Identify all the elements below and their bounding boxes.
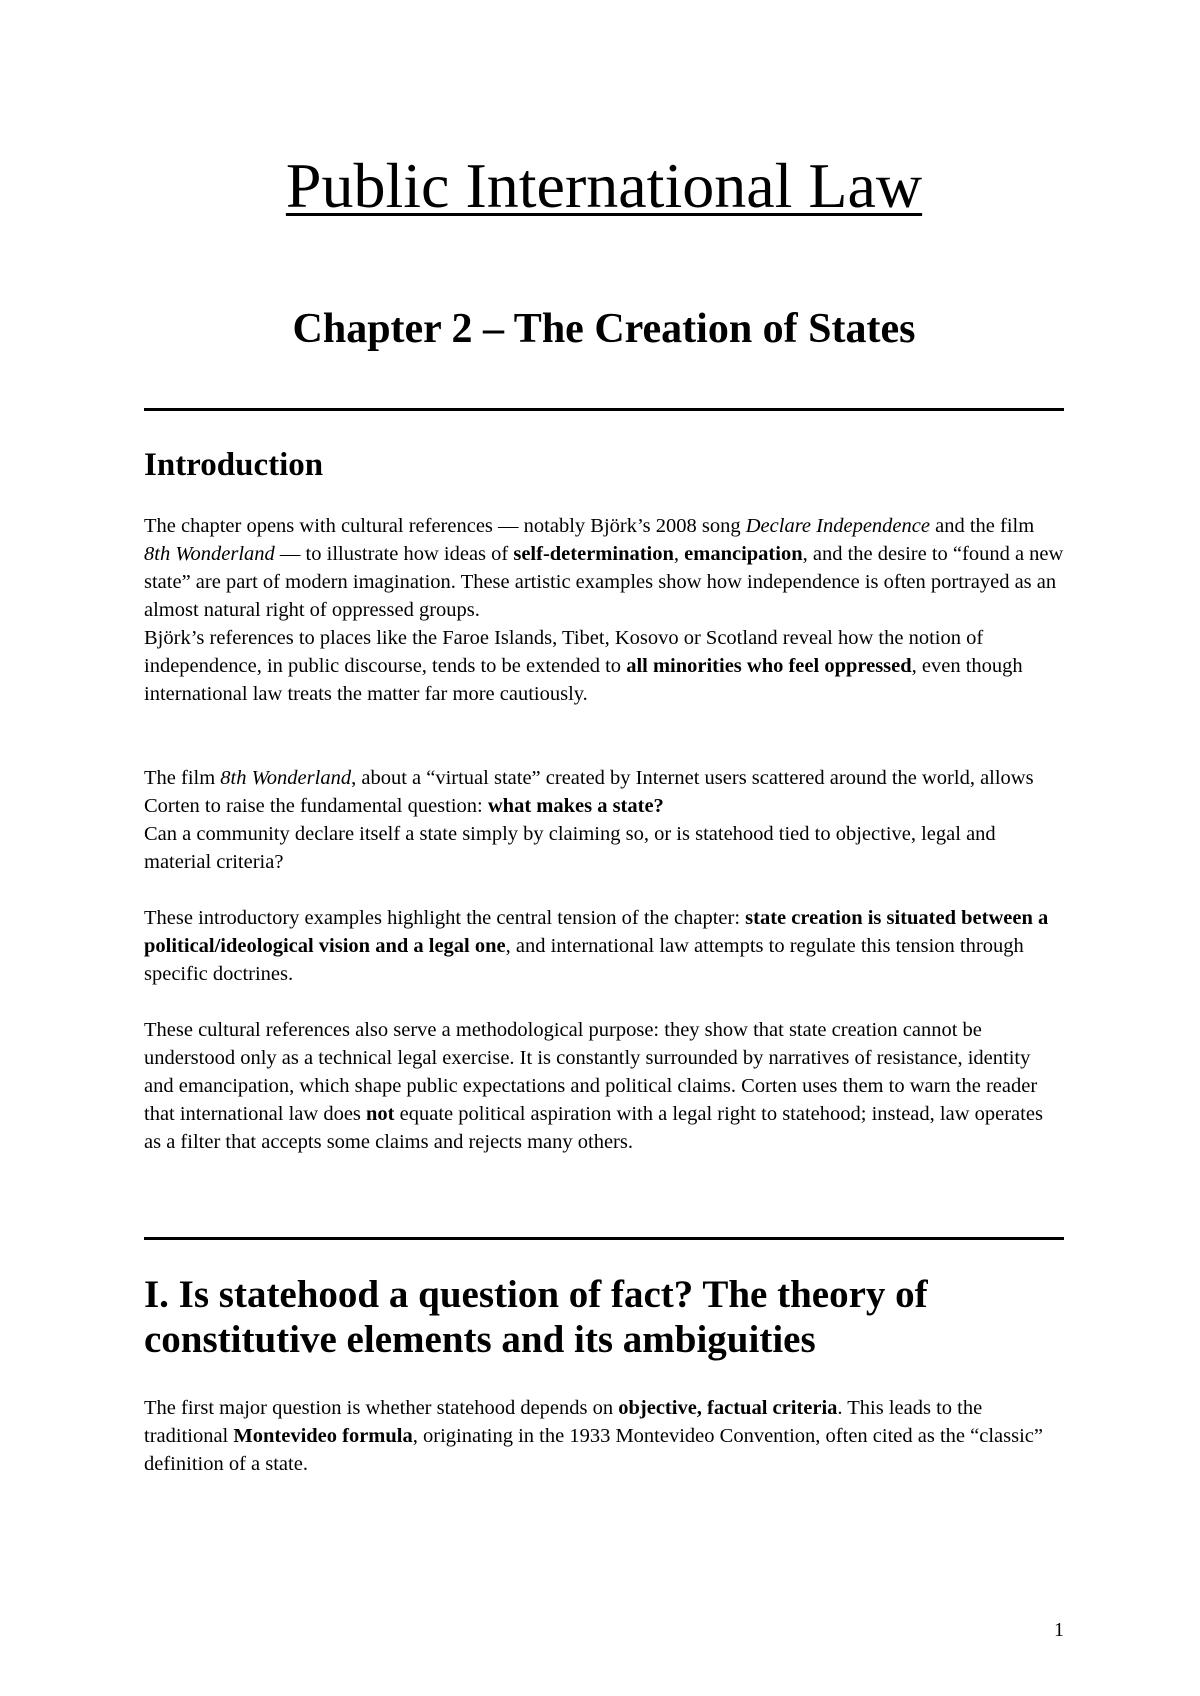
chapter-title: Chapter 2 – The Creation of States: [292, 306, 916, 352]
document-title: Public International Law: [285, 150, 923, 221]
film-title: 8th Wonderland: [144, 543, 275, 565]
emphasis-text: emancipation: [684, 543, 803, 565]
text-run: , originating in the 1933 Montevideo Convention, often cited as the “classic” definition of a state.: [144, 1425, 1043, 1475]
introduction-paragraph-4: [144, 1016, 1064, 1156]
introduction-paragraph-3: [144, 904, 1064, 988]
text-run: and the film: [929, 515, 1035, 537]
page-number: 1: [1054, 1619, 1064, 1641]
text-run: , and the desire to “found a new state” are part of modern imagination. These artistic examples show how independence is often portrayed as an almost natural right of oppressed groups.: [144, 543, 1064, 621]
section-divider: [144, 408, 1064, 411]
text-run: The chapter opens with cultural references — notably Björk’s 2008 song: [144, 515, 746, 537]
introduction-heading: Introduction: [144, 447, 324, 483]
text-run: The film: [144, 767, 221, 789]
emphasis-text: all minorities who feel oppressed: [626, 655, 912, 677]
text-run: ,: [673, 543, 685, 565]
text-run: , about a “virtual state” created by Internet users scattered around the world, allows Corten to raise the fundamental question:: [144, 767, 1034, 817]
emphasis-text: self-determination: [513, 543, 674, 565]
text-run: equate political aspiration with a legal right to statehood; instead, law operates as a filter that accepts some claims and rejects many others.: [144, 1103, 1043, 1153]
text-run: These cultural references also serve a methodological purpose: they show that state creation cannot be understood only as a technical legal exercise. It is constantly surrounded by narratives of resistance, identity and emancipation, which shape public expectations and political claims. Corten uses them to warn the reader that international law does: [144, 1019, 1038, 1125]
introduction-paragraph-1: [144, 512, 1064, 708]
emphasis-text: not: [366, 1103, 395, 1125]
text-run: The first major question is whether statehood depends on: [144, 1397, 619, 1419]
emphasis-text: Montevideo formula: [233, 1425, 413, 1447]
text-run: Björk’s references to places like the Faroe Islands, Tibet, Kosovo or Scotland reveal how the notion of independence, in public discourse, tends to be extended to: [144, 627, 984, 677]
emphasis-text: objective, factual criteria: [618, 1397, 838, 1419]
text-run: , and international law attempts to regulate this tension through specific doctrines.: [144, 935, 1024, 985]
text-run: , even though international law treats the matter far more cautiously.: [144, 655, 1023, 705]
emphasis-text: what makes a state?: [487, 795, 664, 817]
emphasis-text: state creation is situated between a political/ideological vision and a legal one: [144, 907, 1049, 957]
text-run: Can a community declare itself a state simply by claiming so, or is statehood tied to objective, legal and material criteria?: [144, 823, 996, 873]
song-title: Declare Independence: [745, 515, 930, 537]
text-run: . This leads to the traditional: [144, 1397, 983, 1447]
introduction-paragraph-2: [144, 764, 1064, 876]
text-run: These introductory examples highlight the central tension of the chapter:: [144, 907, 746, 929]
section-divider: [144, 1237, 1064, 1240]
section-1-heading: I. Is statehood a question of fact? The theory of constitutive elements and its ambiguities: [144, 1273, 928, 1361]
section-1-paragraph-1: [144, 1394, 1064, 1478]
text-run: — to illustrate how ideas of: [274, 543, 514, 565]
film-title: 8th Wonderland: [220, 767, 352, 789]
